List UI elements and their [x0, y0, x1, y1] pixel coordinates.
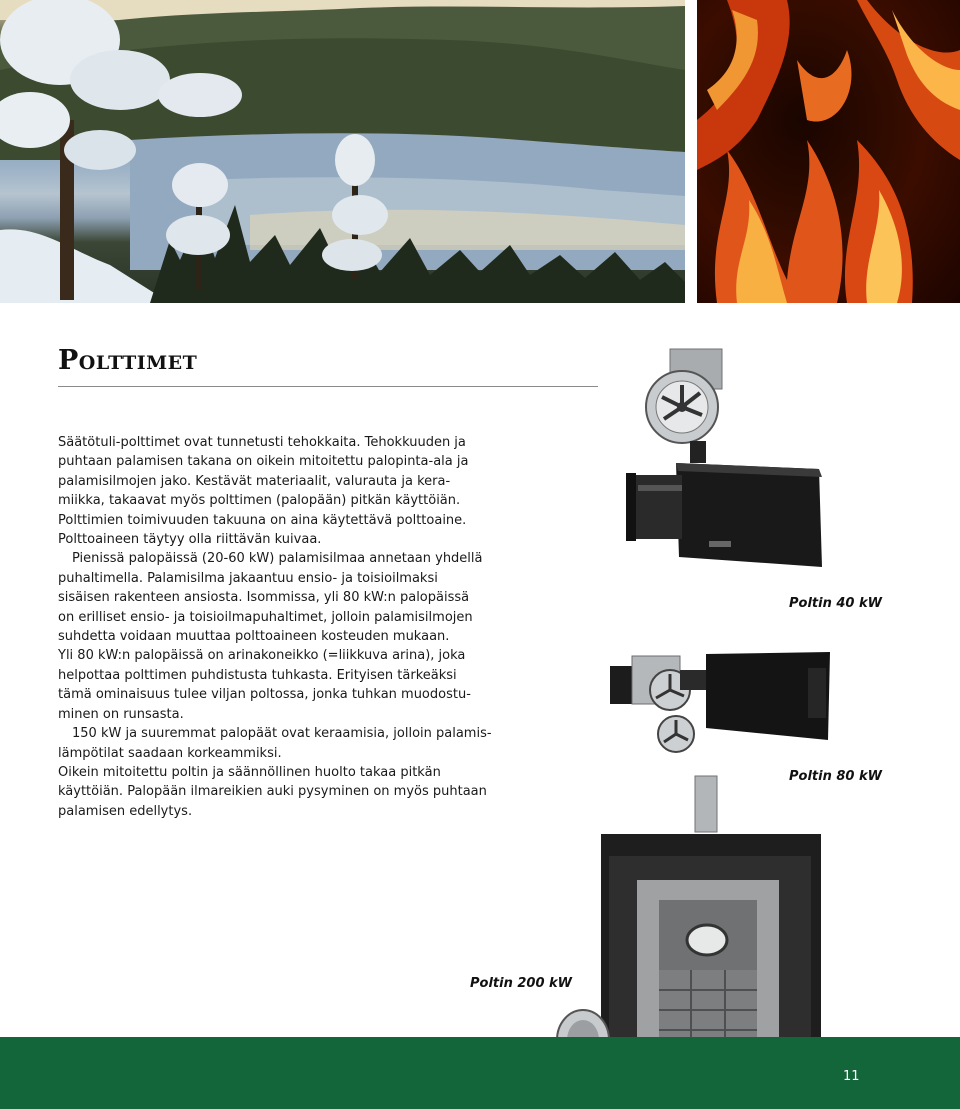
caption-80kw: Poltin 80 kW — [789, 769, 882, 784]
body-line: Pienissä palopäissä (20-60 kW) palamisilmaa annetaan yhdellä — [72, 551, 483, 567]
body-line: sisäisen rakenteen ansiosta. Isommissa, yli 80 kW:n palopäissä — [58, 590, 470, 606]
page-title: Polttimet — [58, 345, 198, 376]
page-number: 11 — [843, 1069, 860, 1084]
fire-photo — [697, 0, 960, 303]
body-line: lämpötilat saadaan korkeammiksi. — [58, 745, 282, 761]
body-line: Oikein mitoitettu poltin ja säännöllinen huolto takaa pitkän — [58, 764, 441, 780]
body-line: tämä ominaisuus tulee viljan poltossa, jonka tuhkan muodostu- — [58, 687, 471, 703]
burner-80kw-illustration — [608, 648, 833, 758]
body-line: 150 kW ja suuremmat palopäät ovat keraamisia, jolloin palamis- — [72, 726, 492, 742]
body-line: Säätötuli-polttimet ovat tunnetusti tehokkaita. Tehokkuuden ja — [58, 435, 466, 450]
caption-200kw: Poltin 200 kW — [470, 976, 573, 991]
body-line: minen on runsasta. — [58, 706, 184, 722]
burner-80kw-image — [608, 648, 833, 758]
body-line: Polttoaineen täytyy olla riittävän kuivaa. — [58, 532, 322, 548]
body-line: helpottaa polttimen puhdistusta tuhkasta. Erityisen tärkeäksi — [58, 667, 457, 683]
body-line: palamisen edellytys. — [58, 803, 193, 819]
body-text — [58, 433, 492, 821]
body-line: puhaltimella. Palamisilma jakaantuu ensio- ja toisioilmaksi — [58, 570, 438, 586]
body-line: Yli 80 kW:n palopäissä on arinakoneikko (=liikkuva arina), joka — [58, 648, 466, 664]
body-line: palamisilmojen jako. Kestävät materiaalit, valurauta ja kera- — [58, 473, 451, 489]
burner-40kw-image — [624, 345, 829, 580]
body-line: puhtaan palamisen takana on oikein mitoitettu palopinta-ala ja — [58, 454, 469, 470]
burner-40kw-illustration — [624, 345, 829, 580]
body-line: miikka, takaavat myös polttimen (palopään) pitkän käyttöiän. — [58, 493, 461, 509]
body-line: on erilliset ensio- ja toisioilmapuhaltimet, jolloin palamisilmojen — [58, 609, 473, 625]
winter-lake-illustration — [0, 0, 685, 303]
body-line: käyttöiän. Palopään ilmareikien auki pysyminen on myös puhtaan — [58, 784, 487, 800]
body-line: Polttimien toimivuuden takuuna on aina käytettävä polttoaine. — [58, 512, 467, 528]
winter-lake-photo — [0, 0, 685, 303]
title-divider — [58, 386, 598, 387]
caption-40kw: Poltin 40 kW — [789, 596, 882, 611]
body-line: suhdetta voidaan muuttaa polttoaineen kosteuden mukaan. — [58, 629, 450, 645]
flames-illustration — [697, 0, 960, 303]
footer-band — [0, 1037, 960, 1109]
